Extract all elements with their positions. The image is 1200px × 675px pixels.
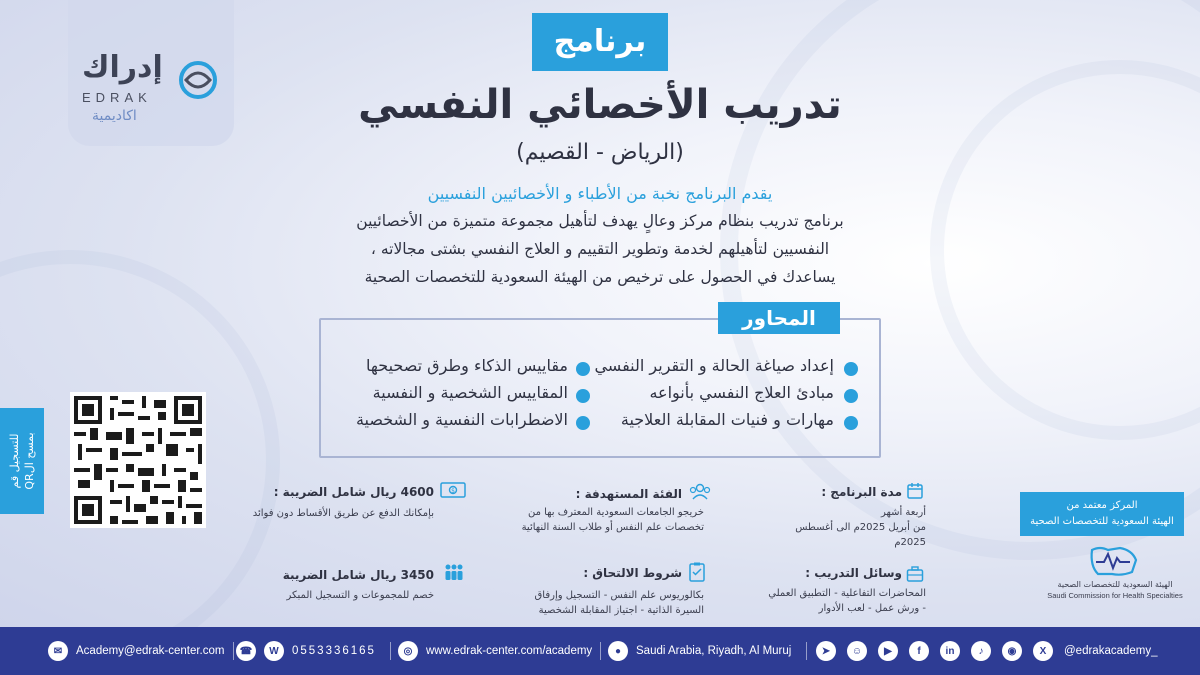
phone-icon: ☎ [236, 641, 256, 661]
footer-email[interactable] [48, 627, 224, 675]
linkedin-icon[interactable]: in [940, 641, 960, 661]
target-line: خريجو الجامعات السعودية المعترف بها من [527, 507, 704, 518]
briefcase-icon [906, 565, 924, 587]
target-text [464, 505, 704, 535]
program-tag: برنامج [532, 13, 668, 71]
bullet-icon [844, 416, 858, 430]
footer-website[interactable] [398, 627, 592, 675]
globe-icon: ◎ [398, 641, 418, 661]
footer-bar [0, 627, 1200, 675]
program-desc-line: النفسيين لتأهيلهم لخدمة وتطوير التقييم و العلاج النفسي بشتى مجالاته ، [370, 240, 830, 258]
location-icon: ● [608, 641, 628, 661]
conditions-line: السيرة الذاتية - اجتياز المقابلة الشخصية [538, 605, 704, 616]
edrak-logo-icon [176, 58, 220, 106]
target-line: تخصصات علم النفس أو طلاب السنة النهائية [521, 522, 704, 533]
axis-item: إعداد صياغة الحالة و التقرير النفسي [594, 356, 834, 375]
footer-phone[interactable] [236, 627, 376, 675]
facebook-icon[interactable]: f [909, 641, 929, 661]
bullet-icon [844, 362, 858, 376]
tiktok-icon[interactable]: ♪ [971, 641, 991, 661]
bullet-icon [576, 416, 590, 430]
people-icon [688, 482, 712, 504]
price2-text: خصم للمجموعات و التسجيل المبكر [286, 590, 434, 601]
axis-item: مهارات و فنيات المقابلة العلاجية [620, 410, 834, 429]
axis-item: الاضطرابات النفسية و الشخصية [355, 410, 568, 429]
means-line: - ورش عمل - لعب الأدوار [818, 603, 926, 614]
qr-caption-line: للتسجيل قم [8, 433, 21, 489]
means-line: المحاضرات التفاعلية - التطبيق العملي [768, 588, 926, 599]
qr-caption-line: بمسح الQR [23, 432, 36, 490]
qr-caption-panel [0, 408, 44, 514]
x-icon[interactable]: X [1033, 641, 1053, 661]
duration-line: أربعة أشهر [880, 507, 926, 518]
duration-title: مدة البرنامج : [821, 485, 902, 499]
email-icon: ✉ [48, 641, 68, 661]
svg-text:$: $ [451, 487, 455, 495]
means-title: وسائل التدريب : [805, 566, 902, 580]
scfhs-name-ar: الهيئة السعودية للتخصصات الصحية [1057, 580, 1173, 589]
footer-separator [600, 642, 601, 660]
bullet-icon [576, 362, 590, 376]
conditions-title: شروط الالتحاق : [583, 566, 682, 580]
conditions-line: بكالوريوس علم النفس - التسجيل وإرفاق [534, 590, 704, 601]
bullet-icon [844, 389, 858, 403]
scfhs-name-en: Saudi Commission for Health Specialties [1047, 591, 1183, 600]
accreditation-line: المركز معتمد من [1066, 500, 1138, 511]
social-links [816, 627, 1158, 675]
email-text: Academy@edrak-center.com [76, 645, 225, 657]
bullet-icon [576, 389, 590, 403]
calendar-icon [906, 482, 924, 504]
youtube-icon[interactable]: ▶ [878, 641, 898, 661]
footer-location[interactable] [608, 627, 791, 675]
snapchat-icon[interactable]: ☺ [847, 641, 867, 661]
axis-item: مقاييس الذكاء وطرق تصحيحها [366, 356, 568, 375]
checklist-icon [688, 562, 706, 586]
duration-line: 2025م [894, 537, 926, 548]
phone-text: 0553336165 [292, 645, 376, 657]
website-text: www.edrak-center.com/academy [426, 645, 593, 657]
program-locations: (الرياض - القصيم) [516, 140, 684, 165]
axis-item: مبادئ العلاج النفسي بأنواعه [649, 383, 834, 402]
social-handle: @edrakacademy_ [1064, 645, 1158, 657]
program-title: تدريب الأخصائي النفسي [358, 82, 842, 128]
registration-qr-code[interactable] [70, 392, 206, 528]
axes-title: المحاور [718, 302, 840, 334]
means-text [686, 586, 926, 616]
accreditation-line: الهيئة السعودية للتخصصات الصحية [1030, 516, 1174, 527]
group-icon [443, 563, 465, 585]
scfhs-logo-icon [1086, 544, 1142, 582]
money-icon [440, 481, 466, 503]
telegram-icon[interactable]: ➤ [816, 641, 836, 661]
program-lead: يقدم البرنامج نخبة من الأطباء و الأخصائيين النفسيين [427, 184, 773, 203]
footer-separator [806, 642, 807, 660]
instagram-icon[interactable]: ◉ [1002, 641, 1022, 661]
whatsapp-icon: W [264, 641, 284, 661]
footer-separator [233, 642, 234, 660]
location-text: Saudi Arabia, Riyadh, Al Muruj [636, 645, 792, 657]
brand-name-en: EDRAK [82, 90, 152, 105]
axis-item: المقاييس الشخصية و النفسية [372, 383, 568, 402]
footer-separator [390, 642, 391, 660]
price1-text: بإمكانك الدفع عن طريق الأقساط دون فوائد [252, 508, 434, 519]
accreditation-badge [1020, 492, 1184, 536]
program-desc-line: يساعدك في الحصول على ترخيص من الهيئة السعودية للتخصصات الصحية [364, 268, 836, 286]
duration-line: من أبريل 2025م الى أغسطس [795, 522, 926, 533]
duration-text [726, 505, 926, 550]
price2-title: 3450 ريال شامل الضريبة [282, 568, 434, 582]
conditions-text [464, 588, 704, 618]
program-desc-line: برنامج تدريب بنظام مركز وعالٍ يهدف لتأهيل مجموعة متميزة من الأخصائيين [356, 212, 844, 230]
target-title: الفئة المستهدفة : [575, 487, 682, 501]
price1-title: 4600 ريال شامل الضريبة : [273, 485, 434, 499]
brand-name-ar: إدراك [82, 50, 163, 85]
brand-subtitle: اكاديمية [92, 108, 137, 124]
